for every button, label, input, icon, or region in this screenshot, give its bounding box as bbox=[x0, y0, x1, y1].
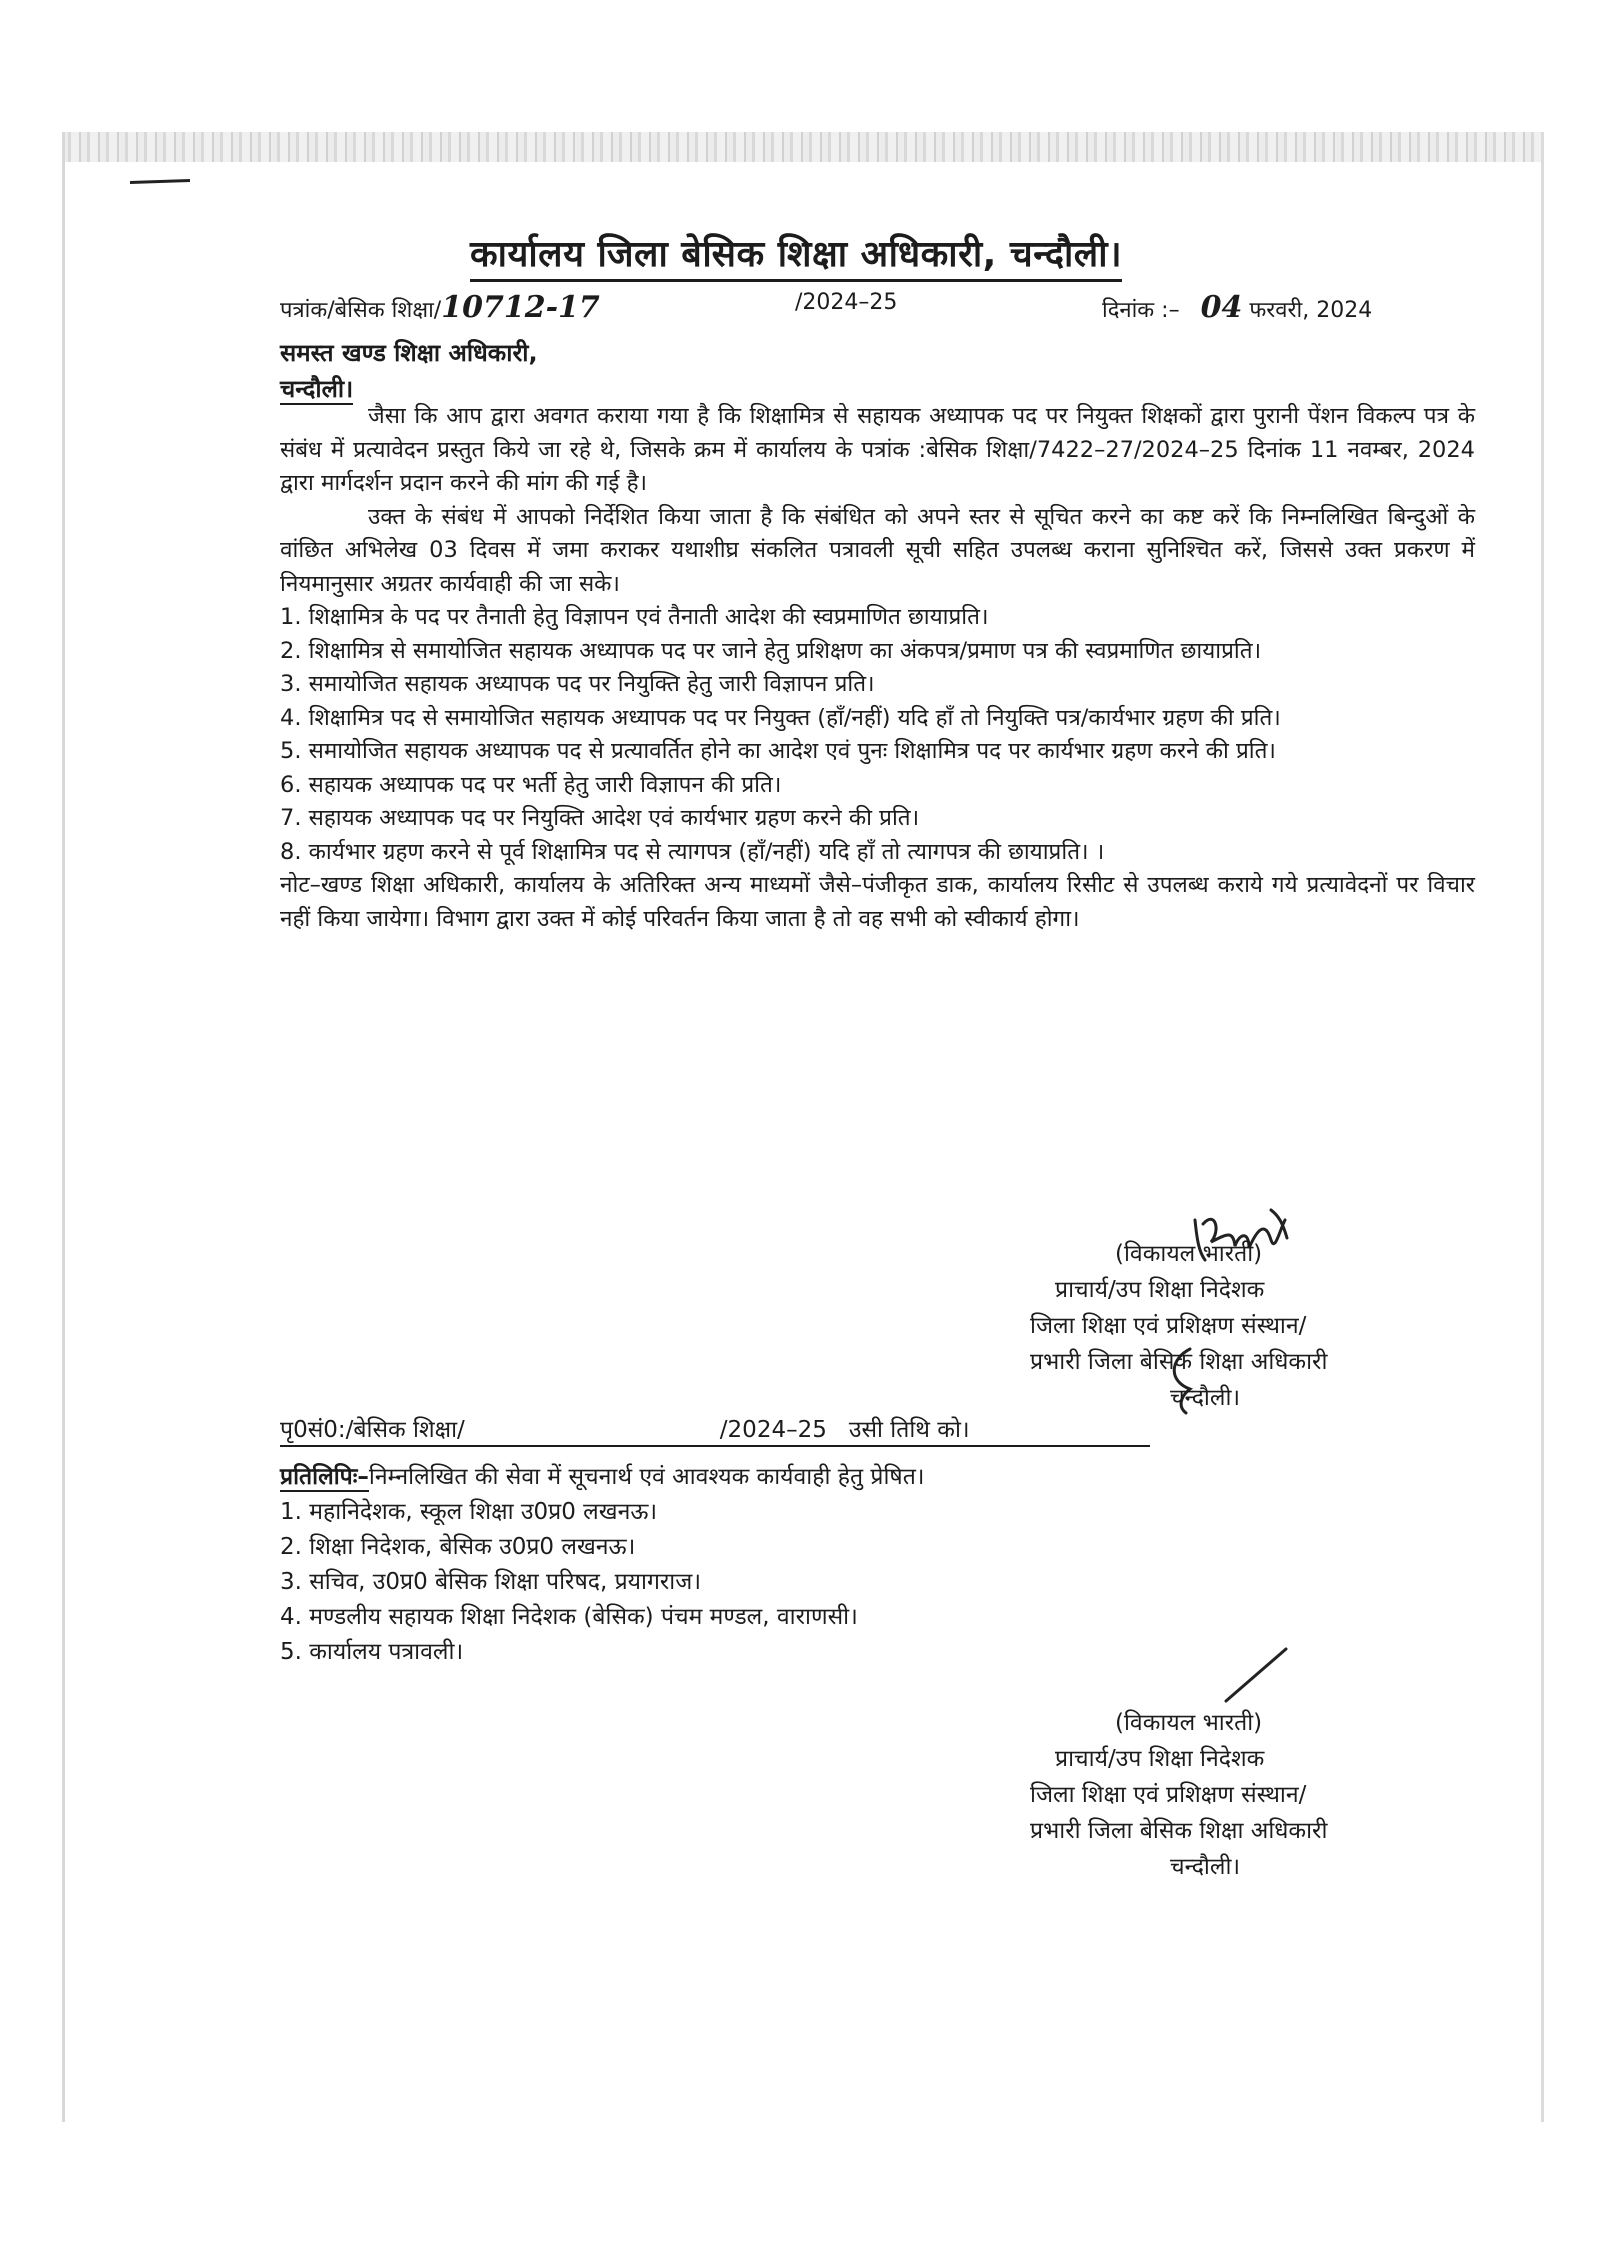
copy-list bbox=[280, 1460, 925, 1670]
signatory-designation: प्राचार्य/उप शिक्षा निदेशक bbox=[1055, 1277, 1265, 1303]
copy-lead: प्रतिलिपिः– bbox=[280, 1464, 369, 1490]
signatory-charge: प्रभारी जिला बेसिक शिक्षा अधिकारी bbox=[1030, 1349, 1328, 1375]
copy-ref-suffix: उसी तिथि को। bbox=[848, 1417, 970, 1443]
date-rest: फरवरी, 2024 bbox=[1249, 298, 1373, 323]
addressee-line-2: चन्दौली। bbox=[280, 375, 354, 403]
signatory-name: (विकायल भारती) bbox=[1115, 1241, 1263, 1267]
reference-year: /2024–25 bbox=[795, 290, 898, 315]
list-item: 7. सहायक अध्यापक पद पर नियुक्ति आदेश एवं कार्यभार ग्रहण करने की प्रति। bbox=[280, 805, 920, 831]
list-item: 4. मण्डलीय सहायक शिक्षा निदेशक (बेसिक) पंचम मण्डल, वाराणसी। bbox=[280, 1604, 858, 1630]
note-paragraph: नोट–खण्ड शिक्षा अधिकारी, कार्यालय के अतिरिक्त अन्य माध्यमों जैसे–पंजीकृत डाक, कार्यालय रिसीट से उपलब्ध कराये गये प्रत्यावेदनों पर विचार नहीं किया जायेगा। विभाग द्वारा उक्त में कोई परिवर्तन किया जाता है तो वह सभी को स्वीकार्य होगा। bbox=[280, 872, 1475, 932]
copy-reference bbox=[280, 1412, 1160, 1447]
list-item: 8. कार्यभार ग्रहण करने से पूर्व शिक्षामित्र पद से त्यागपत्र (हाँ/नहीं) यदि हाँ तो त्यागपत्र की छायाप्रति। । bbox=[280, 838, 1105, 865]
list-item: 4. शिक्षामित्र पद से समायोजित सहायक अध्यापक पद पर नियुक्त (हाँ/नहीं) यदि हाँ तो नियुक्ति पत्र/कार्यभार ग्रहण की प्रति। bbox=[280, 704, 1281, 731]
list-item: 1. महानिदेशक, स्कूल शिक्षा उ0प्र0 लखनऊ। bbox=[280, 1499, 658, 1525]
list-item: 1. शिक्षामित्र के पद पर तैनाती हेतु विज्ञापन एवं तैनाती आदेश की स्वप्रमाणित छायाप्रति। bbox=[280, 604, 989, 630]
copy-reference-line bbox=[280, 1412, 1150, 1447]
list-item: 2. शिक्षा निदेशक, बेसिक उ0प्र0 लखनऊ। bbox=[280, 1534, 636, 1560]
list-item: 2. शिक्षामित्र से समायोजित सहायक अध्यापक पद पर जाने हेतु प्रशिक्षण का अंकपत्र/प्रमाण पत्र की स्वप्रमाणित छायाप्रति। bbox=[280, 637, 1262, 664]
date-handwritten: 04 bbox=[1200, 290, 1243, 325]
office-title: कार्यालय जिला बेसिक शिक्षा अधिकारी, चन्दौली। bbox=[470, 228, 1122, 282]
signatory-place: चन्दौली। bbox=[1170, 1854, 1241, 1880]
list-item: 5. समायोजित सहायक अध्यापक पद से प्रत्यावर्तित होने का आदेश एवं पुनः शिक्षामित्र पद पर कार्यभार ग्रहण करने की प्रति। bbox=[280, 738, 1276, 764]
paragraph-2: उक्त के संबंध में आपको निर्देशित किया जाता है कि संबंधित को अपने स्तर से सूचित करने का कष्ट करें कि निम्नलिखित बिन्दुओं के वांछित अभिलेख 03 दिवस में जमा कराकर यथाशीघ्र संकलित पत्रावली सूची सहित उपलब्ध कराना सुनिश्चित करें, जिससे उक्त प्रकरण में नियमानुसार अग्रतर कार्यवाही की जा सके। bbox=[280, 503, 1475, 597]
reference-handwritten: 10712-17 bbox=[441, 290, 600, 325]
copy-ref-year: /2024–25 bbox=[719, 1417, 827, 1443]
letter-date bbox=[1102, 290, 1372, 325]
copy-ref-prefix: पृ0सं0:/बेसिक शिक्षा/ bbox=[280, 1417, 465, 1443]
signatory-designation: प्राचार्य/उप शिक्षा निदेशक bbox=[1055, 1746, 1265, 1772]
reference-prefix: पत्रांक/बेसिक शिक्षा/ bbox=[280, 298, 442, 323]
signatory-charge: प्रभारी जिला बेसिक शिक्षा अधिकारी bbox=[1030, 1818, 1328, 1844]
addressee-line-1: समस्त खण्ड शिक्षा अधिकारी, bbox=[280, 339, 538, 367]
copy-lead-line bbox=[280, 1460, 925, 1495]
list-item: 6. सहायक अध्यापक पद पर भर्ती हेतु जारी विज्ञापन की प्रति। bbox=[280, 771, 782, 798]
signature-block-2 bbox=[1030, 1705, 1327, 1885]
list-item: 5. कार्यालय पत्रावली। bbox=[280, 1639, 464, 1665]
copy-lead-rest: निम्नलिखित की सेवा में सूचनार्थ एवं आवश्यक कार्यवाही हेतु प्रेषित। bbox=[368, 1464, 925, 1490]
list-item: 3. समायोजित सहायक अध्यापक पद पर नियुक्ति हेतु जारी विज्ञापन प्रति। bbox=[280, 671, 875, 697]
signatory-name: (विकायल भारती) bbox=[1115, 1710, 1263, 1736]
signatory-institute: जिला शिक्षा एवं प्रशिक्षण संस्थान/ bbox=[1030, 1313, 1307, 1339]
reference-number bbox=[280, 290, 600, 325]
handwritten-tick bbox=[1222, 1645, 1292, 1705]
letter-body bbox=[280, 400, 1475, 936]
date-label: दिनांक :– bbox=[1102, 298, 1180, 323]
signature-block-1 bbox=[1030, 1236, 1327, 1416]
signatory-institute: जिला शिक्षा एवं प्रशिक्षण संस्थान/ bbox=[1030, 1782, 1307, 1808]
signatory-place: चन्दौली। bbox=[1170, 1385, 1241, 1411]
list-item: 3. सचिव, उ0प्र0 बेसिक शिक्षा परिषद, प्रयागराज। bbox=[280, 1569, 702, 1595]
paragraph-1: जैसा कि आप द्वारा अवगत कराया गया है कि शिक्षामित्र से सहायक अध्यापक पद पर नियुक्त शिक्षकों द्वारा पुरानी पेंशन विकल्प पत्र के संबंध में प्रत्यावेदन प्रस्तुत किये जा रहे थे, जिसके क्रम में कार्यालय के पत्रांक :बेसिक शिक्षा/7422–27/2024–25 दिनांक 11 नवम्बर, 2024 द्वारा मार्गदर्शन प्रदान करने की मांग की गई है। bbox=[280, 403, 1475, 496]
